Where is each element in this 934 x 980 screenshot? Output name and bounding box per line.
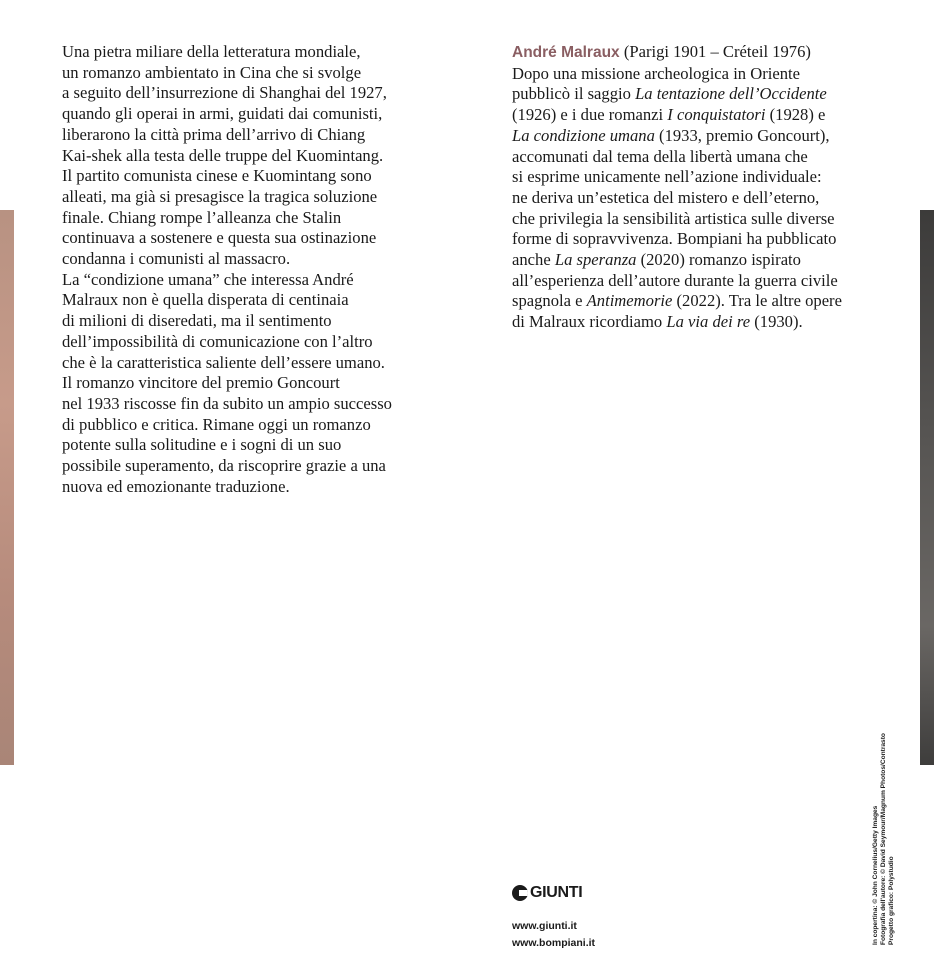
- synopsis-column: [62, 42, 432, 497]
- synopsis-line: a seguito dell’insurrezione di Shanghai del 1927,: [62, 83, 387, 103]
- synopsis-line: Una pietra miliare della letteratura mondiale,: [62, 42, 361, 61]
- synopsis-line: di pubblico e critica. Rimane oggi un romanzo: [62, 414, 371, 434]
- bio-text: pubblicò il saggio: [512, 84, 636, 104]
- cover-photo-edge-left: [0, 210, 14, 765]
- synopsis-line: alleati, ma già si presagisce la tragica soluzione: [62, 186, 378, 206]
- cover-photo-edge-right: [920, 210, 934, 765]
- bio-text: anche: [512, 250, 555, 270]
- synopsis-line: di milioni di diseredati, ma il sentimento: [62, 311, 332, 331]
- publisher-logo: [512, 884, 582, 902]
- credit-line: Progetto grafico: Polystudio: [888, 856, 896, 945]
- author-bio-line: [512, 126, 882, 147]
- bio-text: (1933, premio Goncourt),: [654, 125, 830, 145]
- author-bio-line: forme di sopravvivenza. Bompiani ha pubblicato: [512, 229, 837, 249]
- bio-text: (1930).: [750, 312, 803, 332]
- synopsis-line: continuava a sostenere e questa sua ostinazione: [62, 228, 377, 248]
- book-title: La tentazione dell’Occidente: [635, 84, 827, 104]
- bio-text: di Malraux ricordiamo: [512, 312, 667, 332]
- author-bio-line: all’esperienza dell’autore durante la guerra civile: [512, 270, 838, 290]
- publisher-urls: [512, 918, 595, 952]
- author-bio-line: [512, 312, 882, 333]
- author-bio: [512, 42, 882, 333]
- author-bio-line: [512, 42, 882, 64]
- synopsis-line: possibile superamento, da riscoprire grazie a una: [62, 456, 386, 476]
- bio-text: (2022). Tra le altre opere: [672, 291, 842, 311]
- publisher-logo-text: GIUNTI: [530, 884, 583, 901]
- book-title: La condizione umana: [512, 125, 655, 145]
- synopsis-line: quando gli operai in armi, guidati dai comunisti,: [62, 104, 383, 124]
- author-bio-line: che privilegia la sensibilità artistica sulle diverse: [512, 208, 835, 228]
- synopsis-line: dell’impossibilità di comunicazione con l’altro: [62, 331, 373, 351]
- synopsis-line: potente sulla solitudine e i sogni di un suo: [62, 435, 342, 455]
- author-bio-line: [512, 250, 882, 271]
- synopsis-line: finale. Chiang rompe l’alleanza che Stalin: [62, 207, 342, 227]
- bio-text: (1928) e: [765, 105, 826, 125]
- author-name: André Malraux: [512, 44, 620, 61]
- author-bio-line: [512, 84, 882, 105]
- synopsis-line: Malraux non è quella disperata di centinaia: [62, 290, 349, 310]
- synopsis-line: liberarono la città prima dell’arrivo di Chiang: [62, 124, 366, 144]
- book-title: I conquistatori: [667, 105, 766, 125]
- author-dates: (Parigi 1901 – Créteil 1976): [619, 42, 811, 61]
- author-bio-line: Dopo una missione archeologica in Oriente: [512, 63, 801, 83]
- synopsis-line: Kai-shek alla testa delle truppe del Kuomintang.: [62, 145, 384, 165]
- giunti-g-logo-icon: [512, 885, 528, 901]
- synopsis-line: un romanzo ambientato in Cina che si svolge: [62, 62, 362, 82]
- author-bio-line: accomunati dal tema della libertà umana che: [512, 146, 808, 166]
- synopsis-line: che è la caratteristica saliente dell’essere umano.: [62, 352, 385, 372]
- synopsis-line: nel 1933 riscosse fin da subito un ampio successo: [62, 393, 392, 413]
- bio-text: (1926) e i due romanzi: [512, 105, 668, 125]
- synopsis-line: condanna i comunisti al massacro.: [62, 249, 291, 269]
- author-bio-line: si esprime unicamente nell’azione individuale:: [512, 167, 822, 187]
- synopsis-line: Il partito comunista cinese e Kuomintang sono: [62, 166, 372, 186]
- book-title: La via dei re: [666, 312, 751, 332]
- credits: [872, 715, 897, 945]
- credit-line: Fotografia dell'autore: © David Seymour/Magnum Photos/Contrasto: [880, 733, 888, 945]
- bio-text: spagnola e: [512, 291, 587, 311]
- author-bio-line: [512, 291, 882, 312]
- author-bio-line: ne deriva un’estetica del mistero e dell’eterno,: [512, 187, 820, 207]
- author-bio-line: [512, 105, 882, 126]
- synopsis-line: nuova ed emozionante traduzione.: [62, 476, 290, 496]
- url-bompiani-link[interactable]: www.bompiani.it: [512, 937, 596, 949]
- synopsis-line: La “condizione umana” che interessa André: [62, 269, 354, 289]
- credit-line: In copertina: © John Cornelius/Getty Images: [872, 805, 879, 945]
- book-title: La speranza: [554, 250, 637, 270]
- bio-text: (2020) romanzo ispirato: [636, 250, 801, 270]
- synopsis-line: Il romanzo vincitore del premio Goncourt: [62, 373, 340, 393]
- book-title: Antimemorie: [586, 291, 673, 311]
- url-giunti-link[interactable]: www.giunti.it: [512, 920, 577, 932]
